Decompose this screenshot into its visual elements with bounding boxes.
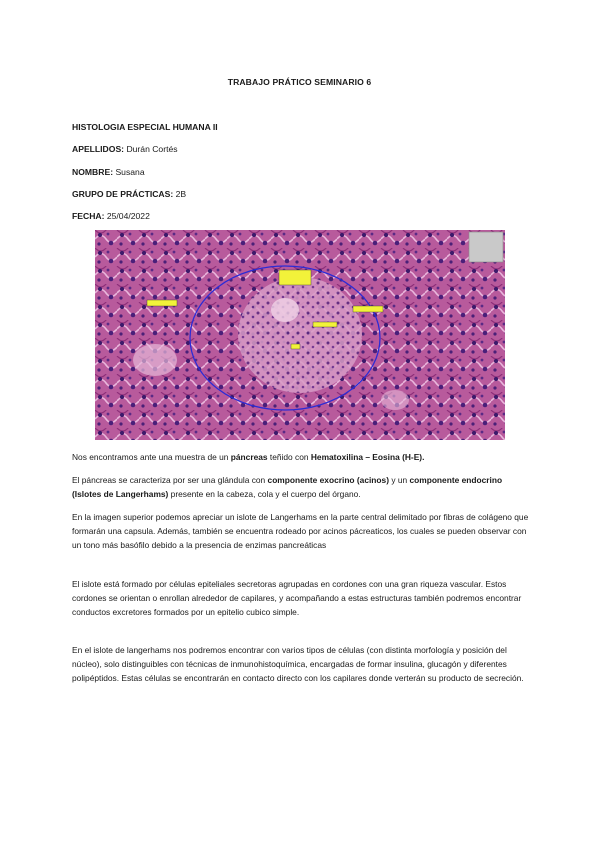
document-title: TRABAJO PRÁTICO SEMINARIO 6 xyxy=(227,77,372,87)
subject-heading xyxy=(72,122,218,132)
bold-run: componente endocrino (Islotes de Langerhams) xyxy=(72,475,503,500)
field-value: 25/04/2022 xyxy=(106,211,150,221)
text-run: El páncreas se caracteriza por ser una glándula con xyxy=(72,475,268,485)
subject-text: HISTOLOGIA ESPECIAL HUMANA II xyxy=(72,122,218,132)
field-label: GRUPO DE PRÁCTICAS: xyxy=(72,189,174,199)
paragraph-4: El islote está formado por células epiteliales secretoras agrupadas en cordones con una gran riqueza vascular. Estos cordones se orientan o enrollan alrededor de capilares, y acompañando a estas estructuras también podremos encontrar conductos excretores formados por un epitelio cubico simple. xyxy=(72,579,522,618)
bold-run: componente exocrino (acinos) xyxy=(267,475,389,485)
text-run: y un xyxy=(389,475,410,485)
paragraph-2 xyxy=(72,473,532,501)
text-run: presente en la cabeza, cola y el cuerpo del órgano. xyxy=(168,489,361,500)
field-label: APELLIDOS: xyxy=(72,144,125,154)
field-value: 2B xyxy=(175,189,187,199)
paragraph-3: En la imagen superior podemos apreciar un islote de Langerhams en la parte central delimitado por fibras de colágeno que formarán una capsula. Además, también se encuentra rodeado por acinos pácreaticos, los cuales se pueden observar con un tono más basófilo debido a la presencia de enzimas pancreáticas xyxy=(72,512,529,551)
micrograph-image xyxy=(95,230,505,440)
paragraph-5: En el islote de langerhams nos podremos encontrar con varios tipos de células (con distinta morfología y posición del núcleo), solo distinguibles con técnicas de inmunohistoquímica, encargadas de formar insulina, glucagón y diferentes polipéptidos. Estas células se encontrarán en contacto directo con los capilares donde verterán su producto de secreción. xyxy=(72,645,524,684)
text-run: teñido con xyxy=(267,452,311,462)
field-apellidos xyxy=(72,144,178,154)
paragraph-1 xyxy=(72,450,532,464)
histology-micrograph xyxy=(95,230,505,440)
field-label: NOMBRE: xyxy=(72,167,114,177)
bold-run: páncreas xyxy=(230,452,268,462)
bold-run: Hematoxilina – Eosina (H-E). xyxy=(310,452,425,462)
field-grupo xyxy=(72,189,186,199)
text-run: Nos encontramos ante una muestra de un xyxy=(72,452,231,462)
field-nombre xyxy=(72,167,145,177)
field-label: FECHA: xyxy=(72,211,105,221)
field-value: Susana xyxy=(115,167,145,177)
field-value: Durán Cortés xyxy=(126,144,178,154)
field-fecha xyxy=(72,211,150,221)
